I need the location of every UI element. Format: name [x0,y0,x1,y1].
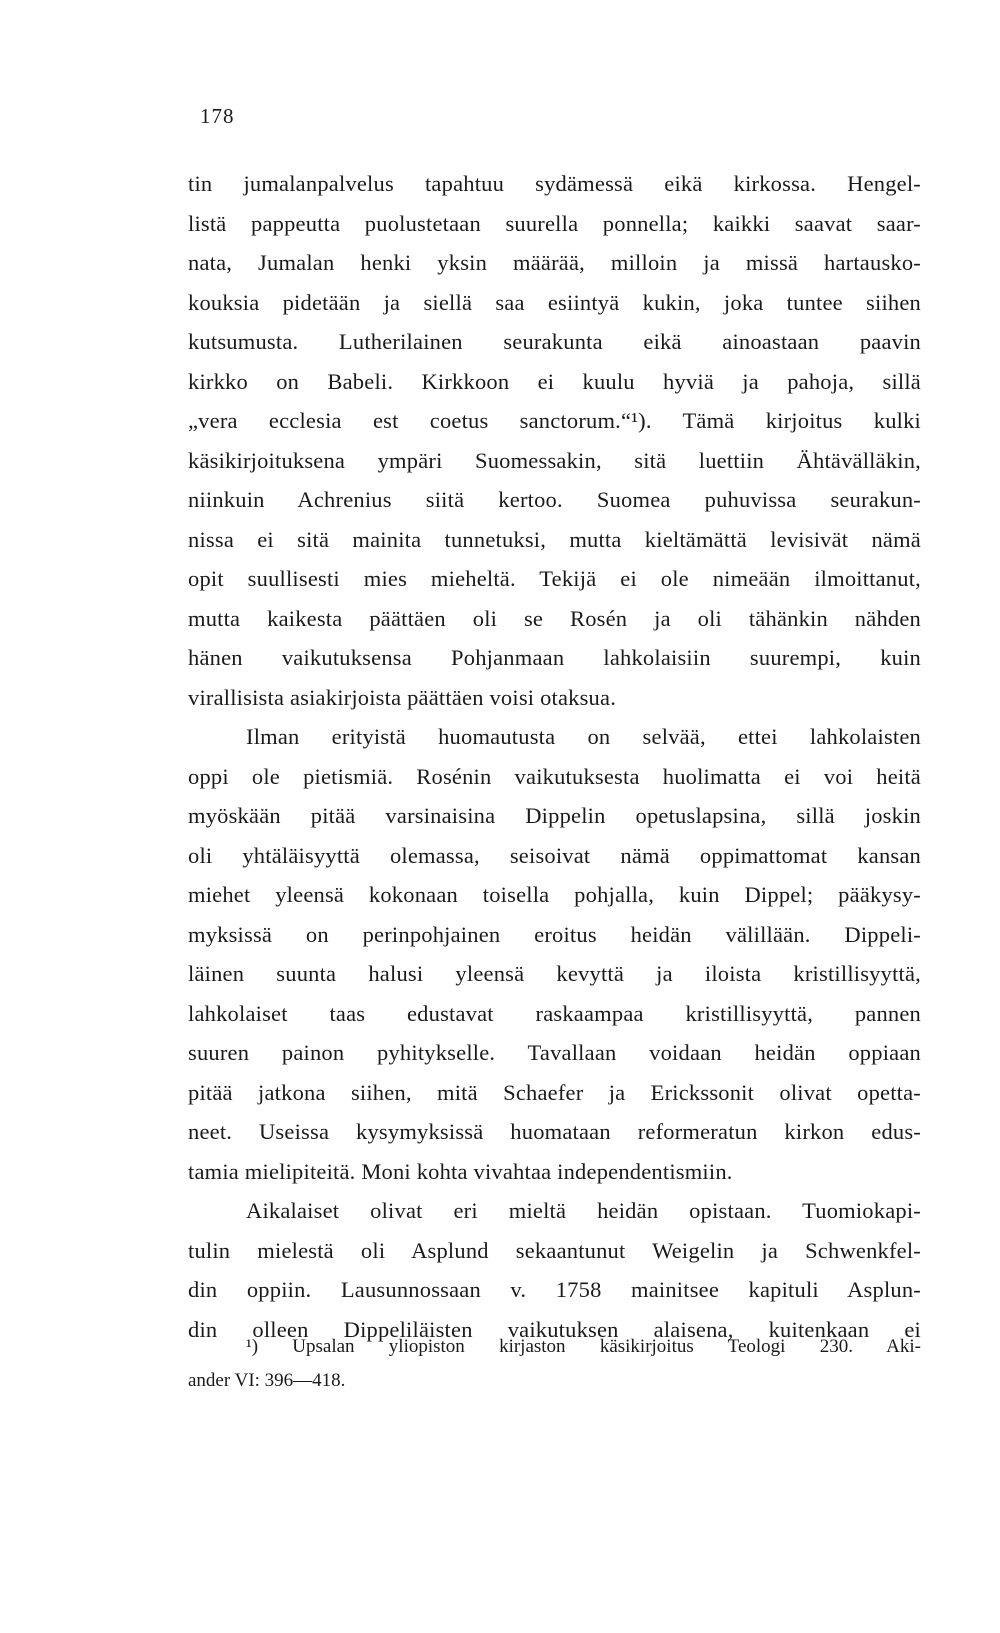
text-line: Ilman erityistä huomautusta on selvää, ettei lahkolaisten [246,724,921,749]
text-line: läinen suunta halusi yleensä kevyttä ja iloista kristillisyyttä, [188,961,921,986]
text-line: pitää jatkona siihen, mitä Schaefer ja Erickssonit olivat opetta- [188,1079,921,1105]
text-line: nata, Jumalan henki yksin määrää, milloin ja missä hartausko- [188,250,921,275]
text-line: Aikalaiset olivat eri mieltä heidän opistaan. Tuomiokapi- [246,1198,921,1223]
text-line: listä pappeutta puolustetaan suurella ponnella; kaikki saavat saar- [188,210,921,236]
text-line: hänen vaikutuksensa Pohjanmaan lahkolaisiin suurempi, kuin [188,645,921,670]
footnote-line: ¹) Upsalan yliopiston kirjaston käsikirjoitus Teologi 230. Aki- [246,1336,921,1357]
text-line: din oppiin. Lausunnossaan v. 1758 mainitsee kapituli Asplun- [188,1277,921,1302]
text-line: lahkolaiset taas edustavat raskaampaa kristillisyyttä, pannen [188,1000,921,1026]
text-line: tulin mielestä oli Asplund sekaantunut Weigelin ja Schwenkfel- [188,1237,921,1263]
text-line: mutta kaikesta päättäen oli se Rosén ja oli tähänkin nähden [188,605,921,631]
text-line: din olleen Dippeliläisten vaikutuksen alaisena, kuitenkaan ei [188,1316,921,1342]
text-line: miehet yleensä kokonaan toisella pohjalla, kuin Dippel; pääkysy- [188,882,921,907]
text-line: myksissä on perinpohjainen eroitus heidän välillään. Dippeli- [188,921,921,947]
text-line: virallisista asiakirjoista päättäen voisi otaksua. [188,684,617,710]
footnotes [188,1330,921,1398]
text-line: niinkuin Achrenius siitä kertoo. Suomea puhuvissa seurakun- [188,487,921,512]
text-line: tamia mielipiteitä. Moni kohta vivahtaa independentismiin. [188,1158,733,1184]
text-line: kutsumusta. Lutherilainen seurakunta eikä ainoastaan paavin [188,329,921,354]
text-line: oppi ole pietismiä. Rosénin vaikutuksesta huolimatta ei voi heitä [188,763,921,789]
text-line: suuren painon pyhitykselle. Tavallaan voidaan heidän oppiaan [188,1040,921,1065]
text-line: opit suullisesti mies mieheltä. Tekijä ei ole nimeään ilmoittanut, [188,566,921,591]
text-line: nissa ei sitä mainita tunnetuksi, mutta kieltämättä levisivät nämä [188,526,921,552]
footnote-line: ander VI: 396—418. [188,1370,346,1391]
text-line: „vera ecclesia est coetus sanctorum.“¹). Tämä kirjoitus kulki [188,408,921,433]
text-line: tin jumalanpalvelus tapahtuu sydämessä eikä kirkossa. Hengel- [188,171,921,196]
page-number: 178 [200,104,235,128]
text-line: neet. Useissa kysymyksissä huomataan reformeratun kirkon edus- [188,1119,921,1144]
text-line: käsikirjoituksena ympäri Suomessakin, sitä luettiin Ähtävälläkin, [188,447,921,473]
text-line: oli yhtäläisyyttä olemassa, seisoivat nämä oppimattomat kansan [188,842,921,868]
text-line: myöskään pitää varsinaisina Dippelin opetuslapsina, sillä joskin [188,803,921,828]
body-text [188,164,921,1349]
text-line: kouksia pidetään ja siellä saa esiintyä kukin, joka tuntee siihen [188,289,921,315]
text-line: kirkko on Babeli. Kirkkoon ei kuulu hyviä ja pahoja, sillä [188,368,921,394]
